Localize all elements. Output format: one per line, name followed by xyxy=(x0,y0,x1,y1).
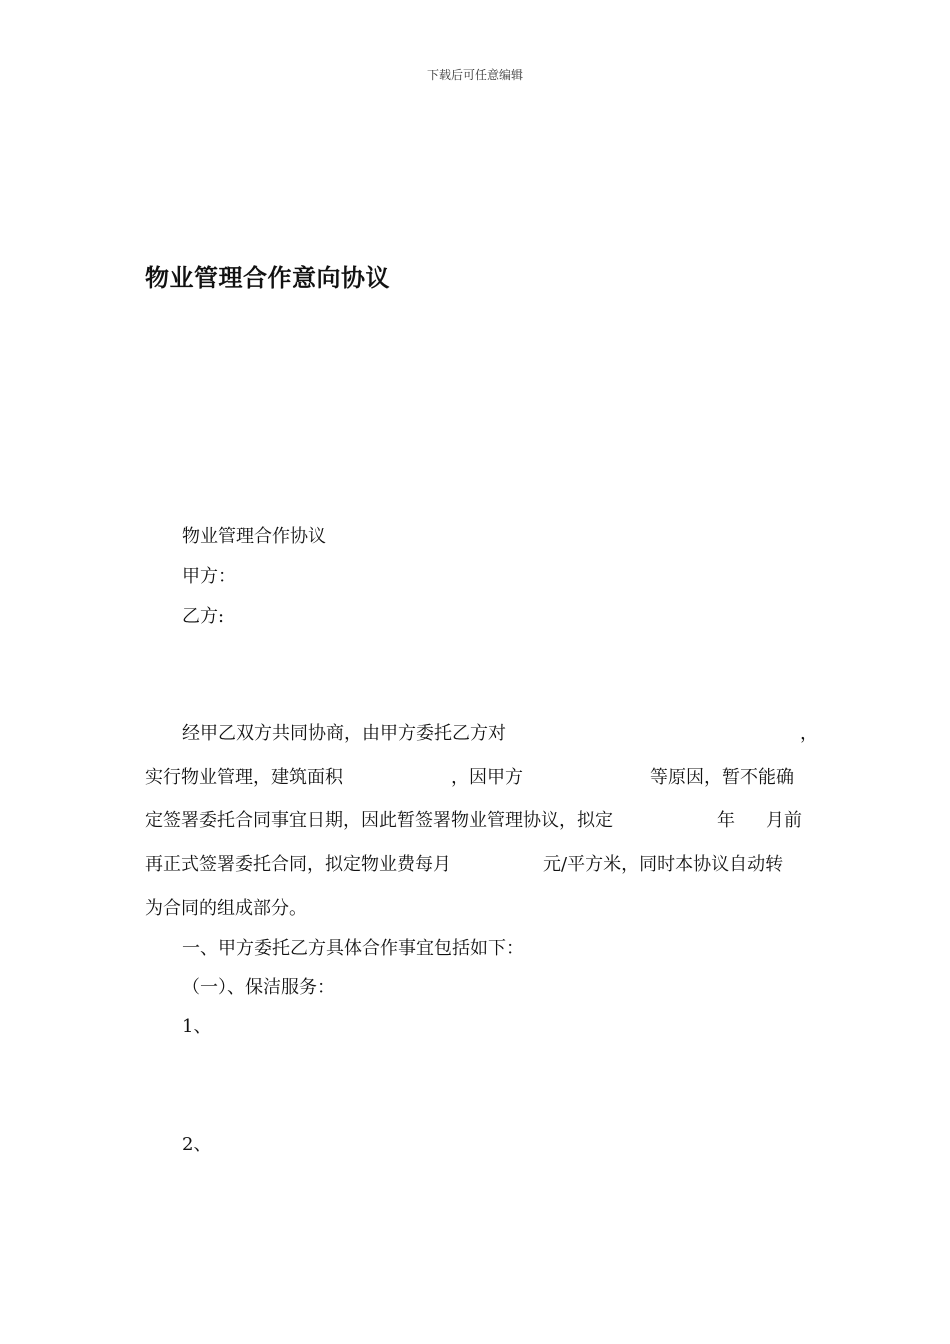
subsection1-heading: （一）、保洁服务： xyxy=(182,977,335,998)
header-note: 下载后可任意编辑 xyxy=(426,68,523,82)
agreement-subtitle: 物业管理合作协议 xyxy=(182,526,326,547)
section1-heading: 一、甲方委托乙方具体合作事宜包括如下： xyxy=(182,938,524,959)
para1-line3-part-a: 定签署委托合同事宜日期，因此暂签署物业管理协议，拟定 xyxy=(145,810,613,831)
para1-line2-part-c: 等原因，暂不能确 xyxy=(650,767,794,788)
party-b-label: 乙方: xyxy=(182,606,225,627)
list-item-1: 1、 xyxy=(182,1016,212,1037)
para1-line1-comma: ， xyxy=(800,723,818,744)
document-title: 物业管理合作意向协议 xyxy=(145,263,390,292)
para1-line3-month: 月前 xyxy=(766,810,802,831)
party-a-label: 甲方： xyxy=(182,566,236,587)
para1-line5: 为合同的组成部分。 xyxy=(145,898,307,919)
para1-line2-part-b: ，因甲方 xyxy=(451,767,523,788)
para1-line3-year: 年 xyxy=(717,810,735,831)
para1-line1-text: 经甲乙双方共同协商，由甲方委托乙方对 xyxy=(182,723,506,744)
para1-line2-part-a: 实行物业管理，建筑面积 xyxy=(145,767,343,788)
para1-line4-part-a: 再正式签署委托合同，拟定物业费每月 xyxy=(145,854,451,875)
list-item-2: 2、 xyxy=(182,1134,212,1155)
para1-line4-part-b: 元/平方米，同时本协议自动转 xyxy=(543,854,784,875)
